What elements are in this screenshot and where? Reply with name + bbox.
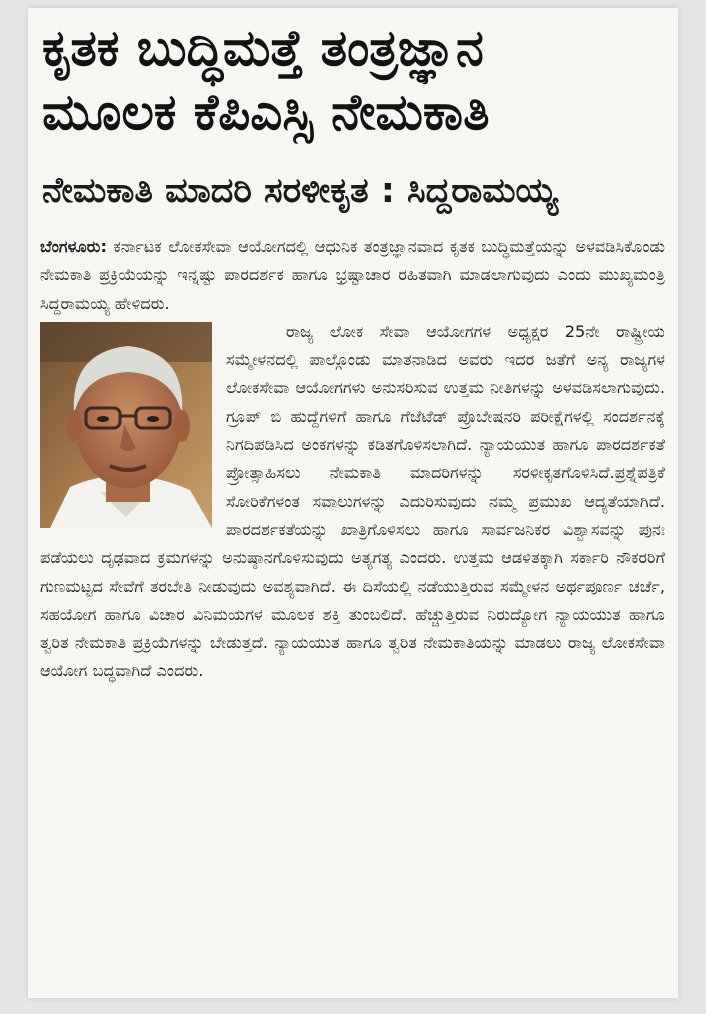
- person-portrait-icon: [40, 322, 212, 528]
- headline: [42, 16, 662, 144]
- paragraph-1: [40, 233, 665, 318]
- newspaper-clipping: [28, 8, 678, 998]
- paragraph-1-text: ಕರ್ನಾಟಕ ಲೋಕಸೇವಾ ಆಯೋಗದಲ್ಲಿ ಆಧುನಿಕ ತಂತ್ರಜ್ಞಾನವಾದ ಕೃತಕ ಬುದ್ಧಿಮತ್ತೆಯನ್ನು ಅಳವಡಿಸಿಕೊಂಡು ನೇಮಕಾತಿ ಪ್ರಕ್ರಿಯೆಯನ್ನು ಇನ್ನಷ್ಟು ಪಾರದರ್ಶಕ ಹಾಗೂ ಭ್ರಷ್ಟಾಚಾರ ರಹಿತವಾಗಿ ಮಾಡಲಾಗುವುದು ಎಂದು ಮುಖ್ಯಮಂತ್ರಿ ಸಿದ್ದರಾಮಯ್ಯ ಹೇಳಿದರು.: [40, 237, 665, 313]
- portrait-photo: [40, 322, 212, 528]
- subheadline: ನೇಮಕಾತಿ ಮಾದರಿ ಸರಳೀಕೃತ : ಸಿದ್ದರಾಮಯ್ಯ: [42, 171, 558, 211]
- dateline: ಬೆಂಗಳೂರು:: [40, 237, 107, 256]
- headline-line-2: ಮೂಲಕ ಕೆಪಿಎಸ್ಸಿ ನೇಮಕಾತಿ: [42, 83, 490, 141]
- paragraph-2-text: ರಾಜ್ಯ ಲೋಕ ಸೇವಾ ಆಯೋಗಗಳ ಅಧ್ಯಕ್ಷರ 25ನೇ ರಾಷ್ಟ್ರೀಯ ಸಮ್ಮೇಳನದಲ್ಲಿ ಪಾಲ್ಗೊಂಡು ಮಾತನಾಡಿದ ಅವರು ಇದರ ಜತೆಗೆ ಅನ್ಯ ರಾಜ್ಯಗಳ ಲೋಕಸೇವಾ ಆಯೋಗಗಳು ಅನುಸರಿಸುವ ಉತ್ತಮ ನೀತಿಗಳನ್ನು ಅಳವಡಿಸಲಾಗುವುದು. ಗ್ರೂಪ್ ಬಿ ಹುದ್ದೆಗಳಿಗೆ ಹಾಗೂ ಗೆಜೆಟೆಡ್ ಪ್ರೊಬೇಷನರಿ ಪರೀಕ್ಷೆಗಳಲ್ಲಿ ಸಂದರ್ಶನಕ್ಕೆ ನಿಗದಿಪಡಿಸಿದ ಅಂಕಗಳನ್ನು ಕಡಿತಗೊಳಿಸಲಾಗಿದೆ. ನ್ಯಾಯಯುತ ಹಾಗೂ ಪಾರದರ್ಶಕತೆ ಪ್ರೋತ್ಸಾಹಿಸಲು ನೇಮಕಾತಿ ಮಾದರಿಗಳನ್ನು ಸರಳೀಕೃತಗೊಳಿಸಿದೆ.ಪ್ರಶ್ನೆಪತ್ರಿಕೆ ಸೋರಿಕೆಗಳಂತ ಸವಾಲುಗಳನ್ನು ಎದುರಿಸುವುದು ನಮ್ಮ ಪ್ರಮುಖ ಆದ್ಯತೆಯಾಗಿದೆ. ಪಾರದರ್ಶಕತೆಯನ್ನು ಖಾತ್ರಿಗೊಳಿಸಲು ಹಾಗೂ ಸಾರ್ವಜನಿಕರ ವಿಶ್ವಾಸವನ್ನು ಪುನಃ ಪಡೆಯಲು ದೃಢವಾದ ಕ್ರಮಗಳನ್ನು ಅನುಷ್ಠಾನಗೊಳಿಸುವುದು ಅತ್ಯಗತ್ಯ ಎಂದರು. ಉತ್ತಮ ಆಡಳಿತಕ್ಕಾಗಿ ಸರ್ಕಾರಿ ನೌಕರರಿಗೆ ಗುಣಮಟ್ಟದ ಸೇವೆಗೆ ತರಬೇತಿ ನೀಡುವುದು ಅವಶ್ಯವಾಗಿದೆ. ಈ ದಿಸೆಯಲ್ಲಿ ನಡೆಯುತ್ತಿರುವ ಸಮ್ಮೇಳನ ಅರ್ಥಪೂರ್ಣ ಚರ್ಚೆ, ಸಹಯೋಗ ಹಾಗೂ ವಿಚಾರ ವಿನಿಮಯಗಳ ಮೂಲಕ ಶಕ್ತಿ ತುಂಬಲಿದೆ. ಹೆಚ್ಚುತ್ತಿರುವ ನಿರುದ್ಯೋಗ ನ್ಯಾಯಯುತ ಹಾಗೂ ತ್ವರಿತ ನೇಮಕಾತಿ ಪ್ರಕ್ರಿಯೆಗಳನ್ನು ಬೇಡುತ್ತದೆ. ನ್ಯಾಯಯುತ ಹಾಗೂ ತ್ವರಿತ ನೇಮಕಾತಿಯನ್ನು ಮಾಡಲು ರಾಜ್ಯ ಲೋಕಸೇವಾ ಆಯೋಗ ಬದ್ಧವಾಗಿದೆ ಎಂದರು.: [40, 321, 665, 681]
- article-body: [40, 233, 665, 686]
- headline-line-1: ಕೃತಕ ಬುದ್ಧಿಮತ್ತೆ ತಂತ್ರಜ್ಞಾನ: [42, 19, 484, 77]
